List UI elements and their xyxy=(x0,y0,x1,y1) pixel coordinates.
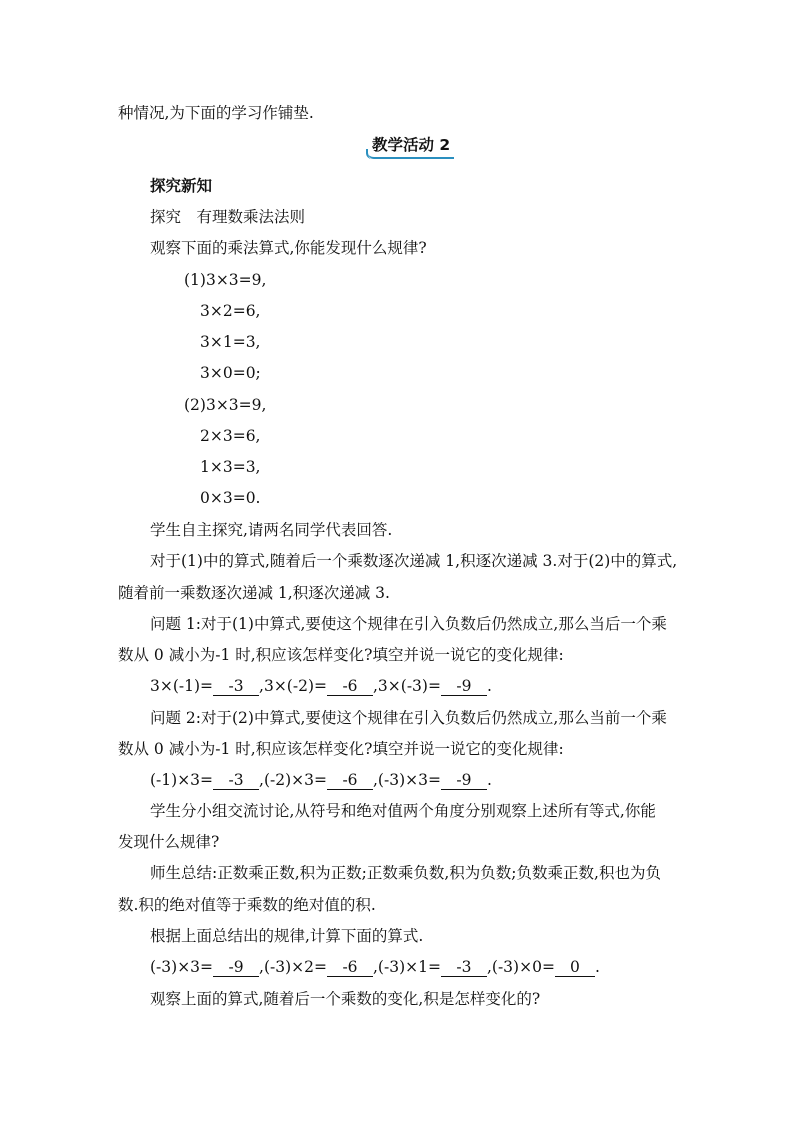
equation-line: 1×3=3, xyxy=(200,458,261,476)
expression: ,3×(-2)= xyxy=(259,677,327,695)
expression: ,(-3)×2= xyxy=(259,958,327,976)
punctuation: . xyxy=(486,771,492,789)
equation-line: 3×1=3, xyxy=(200,333,261,351)
punctuation: . xyxy=(594,958,600,976)
answer-blank: -6 xyxy=(327,958,373,977)
text-line: 师生总结:正数乘正数,积为正数;正数乘负数,积为负数;负数乘正数,积也为负 xyxy=(150,864,661,882)
answer-blank: -9 xyxy=(441,771,487,790)
expression: ,(-3)×3= xyxy=(373,771,441,789)
expression: ,(-2)×3= xyxy=(259,771,327,789)
expression: (-1)×3= xyxy=(150,771,214,789)
text-line: 根据上面总结出的规律,计算下面的算式. xyxy=(150,927,424,945)
answer-blank: 0 xyxy=(555,958,595,977)
activity-heading: 教学活动 2 xyxy=(368,133,454,159)
subsection-title: 探究 有理数乘法法则 xyxy=(150,208,306,226)
answer-blank: -9 xyxy=(441,677,487,696)
text-line: 观察上面的算式,随着后一个乘数的变化,积是怎样变化的? xyxy=(150,990,541,1008)
text-line: 数从 0 减小为-1 时,积应该怎样变化?填空并说一说它的变化规律: xyxy=(118,740,564,758)
equation-line: 2×3=6, xyxy=(200,427,261,445)
expression: 3×(-1)= xyxy=(150,677,214,695)
answer-blank: -6 xyxy=(327,771,373,790)
punctuation: . xyxy=(486,677,492,695)
text-line: 数.积的绝对值等于乘数的绝对值的积. xyxy=(118,896,376,914)
answer-blank: -3 xyxy=(213,677,259,696)
text-line: 发现什么规律? xyxy=(118,833,220,851)
answer-blank: -3 xyxy=(213,771,259,790)
equation-line: 3×2=6, xyxy=(200,302,261,320)
fill-in-line-1 xyxy=(150,676,492,696)
answer-blank: -3 xyxy=(441,958,487,977)
fill-in-line-3 xyxy=(150,957,600,977)
section-title: 探究新知 xyxy=(150,177,213,195)
fill-in-line-2 xyxy=(150,770,492,790)
text-line: 学生自主探究,请两名同学代表回答. xyxy=(150,521,393,539)
text-line: 种情况,为下面的学习作铺垫. xyxy=(118,104,314,122)
equation-line: 0×3=0. xyxy=(200,489,261,507)
text-line: 随着前一乘数逐次递减 1,积逐次递减 3. xyxy=(118,584,390,602)
expression: ,(-3)×0= xyxy=(486,958,555,976)
text-line: 问题 2:对于(2)中算式,要使这个规律在引入负数后仍然成立,那么当前一个乘 xyxy=(150,709,667,727)
equation-line: 3×0=0; xyxy=(200,364,261,382)
text-line: 学生分小组交流讨论,从符号和绝对值两个角度分别观察上述所有等式,你能 xyxy=(150,802,656,820)
expression: ,(-3)×1= xyxy=(373,958,441,976)
text-line: 问题 1:对于(1)中算式,要使这个规律在引入负数后仍然成立,那么当后一个乘 xyxy=(150,615,667,633)
equation-line: (1)3×3=9, xyxy=(184,271,267,289)
answer-blank: -6 xyxy=(327,677,373,696)
text-line: 对于(1)中的算式,随着后一个乘数逐次递减 1,积逐次递减 3.对于(2)中的算式, xyxy=(150,552,678,570)
answer-blank: -9 xyxy=(213,958,259,977)
text-line: 数从 0 减小为-1 时,积应该怎样变化?填空并说一说它的变化规律: xyxy=(118,646,564,664)
text-line: 观察下面的乘法算式,你能发现什么规律? xyxy=(150,239,427,257)
equation-line: (2)3×3=9, xyxy=(184,396,267,414)
expression: ,3×(-3)= xyxy=(373,677,441,695)
expression: (-3)×3= xyxy=(150,958,214,976)
